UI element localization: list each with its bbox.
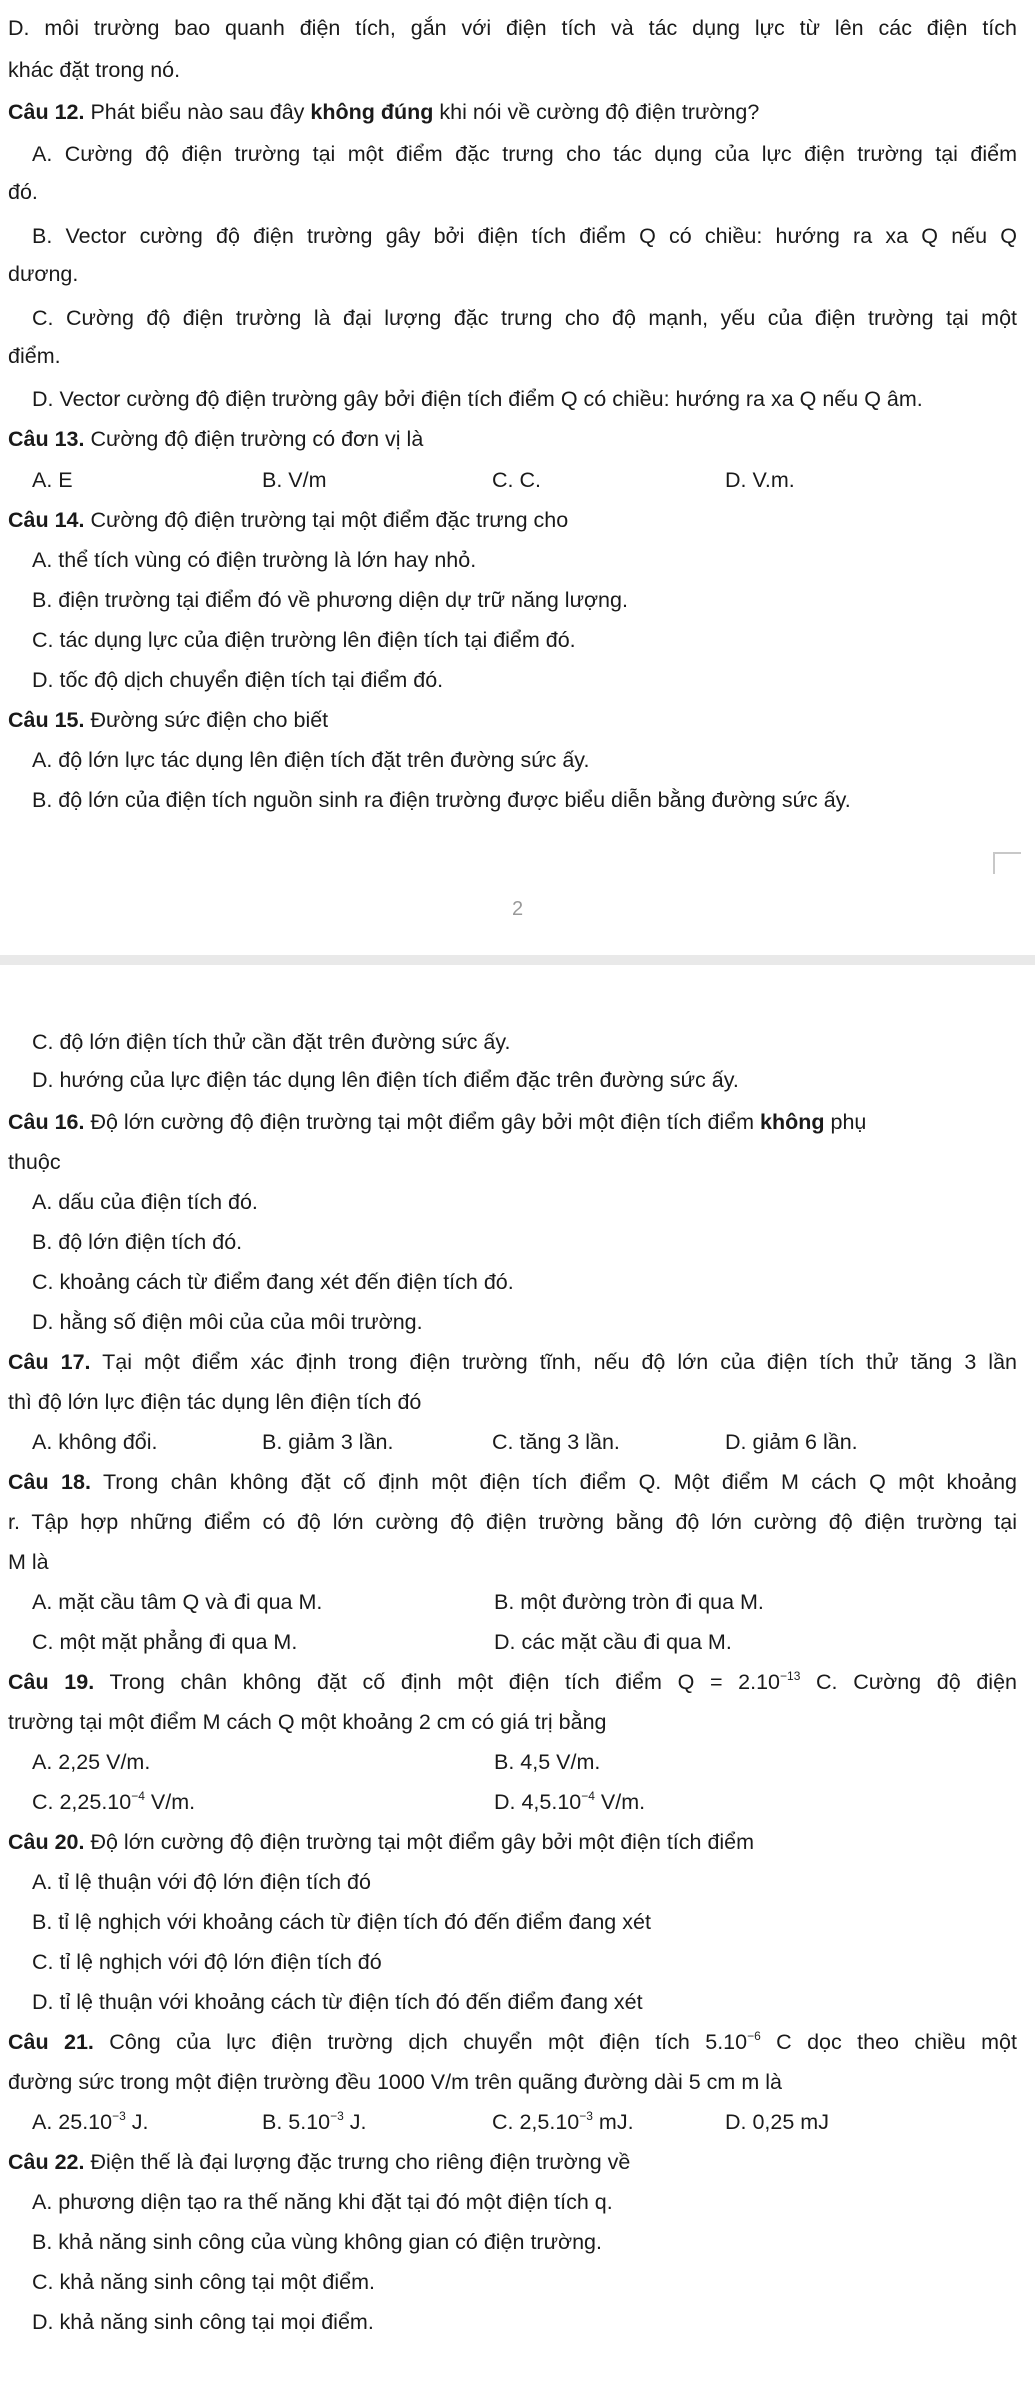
q17-text: Tại một điểm xác định trong điện trường tĩnh, nếu độ lớn của điện tích thử tăng 3 lần	[90, 1350, 1018, 1374]
q21-option-d: D. 0,25 mJ	[725, 2110, 829, 2134]
q21-exponent: −6	[747, 2029, 761, 2043]
q18-stem-line3: M là	[8, 1550, 49, 1574]
page-number: 2	[511, 898, 524, 920]
q21-text-b: C dọc theo chiều một	[760, 2030, 1017, 2054]
q14-option-a: A. thể tích vùng có điện trường là lớn hay nhỏ.	[32, 548, 477, 572]
q16-stem-line2: thuộc	[8, 1150, 61, 1174]
q13-option-d: D. V.m.	[725, 468, 795, 492]
q20-text: Độ lớn cường độ điện trường tại một điểm gây bởi một điện tích điểm	[84, 1830, 755, 1854]
q11-option-d-line2: khác đặt trong nó.	[8, 58, 181, 82]
q12-option-c-line2: điểm.	[8, 344, 61, 368]
q22-option-c: C. khả năng sinh công tại một điểm.	[32, 2270, 375, 2294]
q19-option-d-unit: V/m.	[594, 1790, 646, 1814]
q16-option-a: A. dấu của điện tích đó.	[32, 1190, 258, 1214]
q18-option-d: D. các mặt cầu đi qua M.	[494, 1630, 732, 1654]
q18-text: Trong chân không đặt cố định một điện tích điểm Q. Một điểm M cách Q một khoảng	[90, 1470, 1018, 1494]
q12-option-a-line1: A. Cường độ điện trường tại một điểm đặc trưng cho tác dụng của lực điện trường tại điểm	[32, 142, 1017, 166]
q21-option-c-base: C. 2,5.10	[492, 2110, 580, 2134]
q18-option-a: A. mặt cầu tâm Q và đi qua M.	[32, 1590, 323, 1614]
q17-option-a: A. không đổi.	[32, 1430, 158, 1454]
q12-text-a: Phát biểu nào sau đây	[84, 100, 311, 124]
q21-text: Công của lực điện trường dịch chuyển một điện tích 5.10	[93, 2030, 748, 2054]
q21-stem	[8, 2028, 1017, 2056]
q13-option-c: C. C.	[492, 468, 541, 492]
q17-option-d: D. giảm 6 lần.	[725, 1430, 858, 1454]
q19-option-c-exp: −4	[131, 1789, 145, 1803]
q21-option-a	[32, 2108, 148, 2136]
q16-text-a: Độ lớn cường độ điện trường tại một điểm gây bởi một điện tích điểm	[84, 1110, 761, 1134]
q18-stem-line2: r. Tập hợp những điểm có độ lớn cường độ điện trường bằng độ lớn cường độ điện trường tại	[8, 1510, 1017, 1534]
q21-option-a-exp: −3	[112, 2109, 126, 2123]
q21-option-b	[262, 2108, 367, 2136]
q21-option-b-base: B. 5.10	[262, 2110, 331, 2134]
q17-stem-line2: thì độ lớn lực điện tác dụng lên điện tích đó	[8, 1390, 422, 1414]
q12-option-a-line2: đó.	[8, 180, 38, 204]
q19-label: Câu 19.	[8, 1670, 95, 1694]
q19-option-c-base: C. 2,25.10	[32, 1790, 132, 1814]
q12-option-c-line1: C. Cường độ điện trường là đại lượng đặc trưng cho độ mạnh, yếu của điện trường tại một	[32, 306, 1017, 330]
q21-option-c	[492, 2108, 634, 2136]
q21-option-b-exp: −3	[330, 2109, 344, 2123]
q22-option-b: B. khả năng sinh công của vùng không gian có điện trường.	[32, 2230, 602, 2254]
q16-option-b: B. độ lớn điện tích đó.	[32, 1230, 243, 1254]
q12-bold: không đúng	[310, 100, 434, 124]
q19-option-c-unit: V/m.	[144, 1790, 196, 1814]
q21-stem-line2: đường sức trong một điện trường đều 1000 V/m trên quãng đường dài 5 cm m là	[8, 2070, 782, 2094]
q21-option-c-exp: −3	[579, 2109, 593, 2123]
q15-option-c: C. độ lớn điện tích thử cần đặt trên đường sức ấy.	[32, 1030, 511, 1054]
q21-label: Câu 21.	[8, 2030, 94, 2054]
q15-option-a: A. độ lớn lực tác dụng lên điện tích đặt trên đường sức ấy.	[32, 748, 590, 772]
q21-option-a-unit: J.	[125, 2110, 149, 2134]
q17-label: Câu 17.	[8, 1350, 91, 1374]
q19-option-b: B. 4,5 V/m.	[494, 1750, 601, 1774]
q22-label: Câu 22.	[8, 2150, 85, 2174]
q13-text: Cường độ điện trường có đơn vị là	[84, 427, 424, 451]
q19-option-c	[32, 1788, 195, 1816]
q19-option-d-base: D. 4,5.10	[494, 1790, 582, 1814]
q14-label: Câu 14.	[8, 508, 85, 532]
q12-text-b: khi nói về cường độ điện trường?	[433, 100, 760, 124]
q22-text: Điện thế là đại lượng đặc trưng cho riêng điện trường về	[84, 2150, 631, 2174]
page-separator	[0, 955, 1035, 965]
q20-option-a: A. tỉ lệ thuận với độ lớn điện tích đó	[32, 1870, 371, 1894]
q15-option-d: D. hướng của lực điện tác dụng lên điện tích điểm đặc trên đường sức ấy.	[32, 1068, 739, 1092]
q19-text: Trong chân không đặt cố định một điện tích điểm Q = 2.10	[94, 1670, 781, 1694]
q14-option-d: D. tốc độ dịch chuyển điện tích tại điểm đó.	[32, 668, 444, 692]
q14-text: Cường độ điện trường tại một điểm đặc trưng cho	[84, 508, 569, 532]
q13-stem	[8, 425, 423, 453]
q20-option-b: B. tỉ lệ nghịch với khoảng cách từ điện tích đó đến điểm đang xét	[32, 1910, 651, 1934]
q21-option-a-base: A. 25.10	[32, 2110, 113, 2134]
q14-option-c: C. tác dụng lực của điện trường lên điện tích tại điểm đó.	[32, 628, 576, 652]
q15-stem	[8, 706, 328, 734]
q16-bold: không	[760, 1110, 825, 1134]
q17-option-b: B. giảm 3 lần.	[262, 1430, 394, 1454]
q13-option-a: A. E	[32, 468, 73, 492]
page-1	[0, 0, 1035, 852]
q15-text: Đường sức điện cho biết	[84, 708, 329, 732]
q20-option-c: C. tỉ lệ nghịch với độ lớn điện tích đó	[32, 1950, 382, 1974]
q22-option-d: D. khả năng sinh công tại mọi điểm.	[32, 2310, 374, 2334]
q16-stem	[8, 1108, 866, 1136]
q12-stem	[8, 98, 759, 126]
q21-option-b-unit: J.	[343, 2110, 367, 2134]
q18-label: Câu 18.	[8, 1470, 91, 1494]
q15-option-b: B. độ lớn của điện tích nguồn sinh ra điện trường được biểu diễn bằng đường sức ấy.	[32, 788, 851, 812]
q14-stem	[8, 506, 568, 534]
q19-stem	[8, 1668, 1017, 1696]
q19-stem-line2: trường tại một điểm M cách Q một khoảng 2 cm có giá trị bằng	[8, 1710, 607, 1734]
q17-option-c: C. tăng 3 lần.	[492, 1430, 620, 1454]
q13-option-b: B. V/m	[262, 468, 327, 492]
q18-stem	[8, 1468, 1017, 1496]
q15-label: Câu 15.	[8, 708, 85, 732]
q19-text-b: C. Cường độ điện	[800, 1670, 1018, 1694]
q22-stem	[8, 2148, 630, 2176]
q22-option-a: A. phương diện tạo ra thế năng khi đặt tại đó một điện tích q.	[32, 2190, 613, 2214]
page-corner-mark	[993, 852, 1021, 874]
q16-text-b: phụ	[824, 1110, 867, 1134]
q14-option-b: B. điện trường tại điểm đó về phương diện dự trữ năng lượng.	[32, 588, 628, 612]
q12-label: Câu 12.	[8, 100, 85, 124]
q16-label: Câu 16.	[8, 1110, 85, 1134]
q16-option-d: D. hằng số điện môi của của môi trường.	[32, 1310, 423, 1334]
q19-exponent: −13	[780, 1669, 801, 1683]
q13-label: Câu 13.	[8, 427, 85, 451]
q19-option-d-exp: −4	[581, 1789, 595, 1803]
q12-option-b-line1: B. Vector cường độ điện trường gây bởi điện tích điểm Q có chiều: hướng ra xa Q nếu Q	[32, 224, 1017, 248]
q20-label: Câu 20.	[8, 1830, 85, 1854]
q12-option-d: D. Vector cường độ điện trường gây bởi điện tích điểm Q có chiều: hướng ra xa Q nếu Q âm.	[32, 387, 923, 411]
q19-option-d	[494, 1788, 645, 1816]
q16-option-c: C. khoảng cách từ điểm đang xét đến điện tích đó.	[32, 1270, 514, 1294]
q12-option-b-line2: dương.	[8, 262, 79, 286]
q18-option-c: C. một mặt phẳng đi qua M.	[32, 1630, 298, 1654]
q20-stem	[8, 1828, 754, 1856]
q11-option-d-line1: D. môi trường bao quanh điện tích, gắn với điện tích và tác dụng lực từ lên các điện tích	[8, 16, 1017, 40]
q21-option-c-unit: mJ.	[592, 2110, 634, 2134]
q19-option-a: A. 2,25 V/m.	[32, 1750, 151, 1774]
q20-option-d: D. tỉ lệ thuận với khoảng cách từ điện tích đó đến điểm đang xét	[32, 1990, 643, 2014]
page-2	[0, 1000, 1035, 2382]
q18-option-b: B. một đường tròn đi qua M.	[494, 1590, 764, 1614]
q17-stem	[8, 1348, 1017, 1376]
